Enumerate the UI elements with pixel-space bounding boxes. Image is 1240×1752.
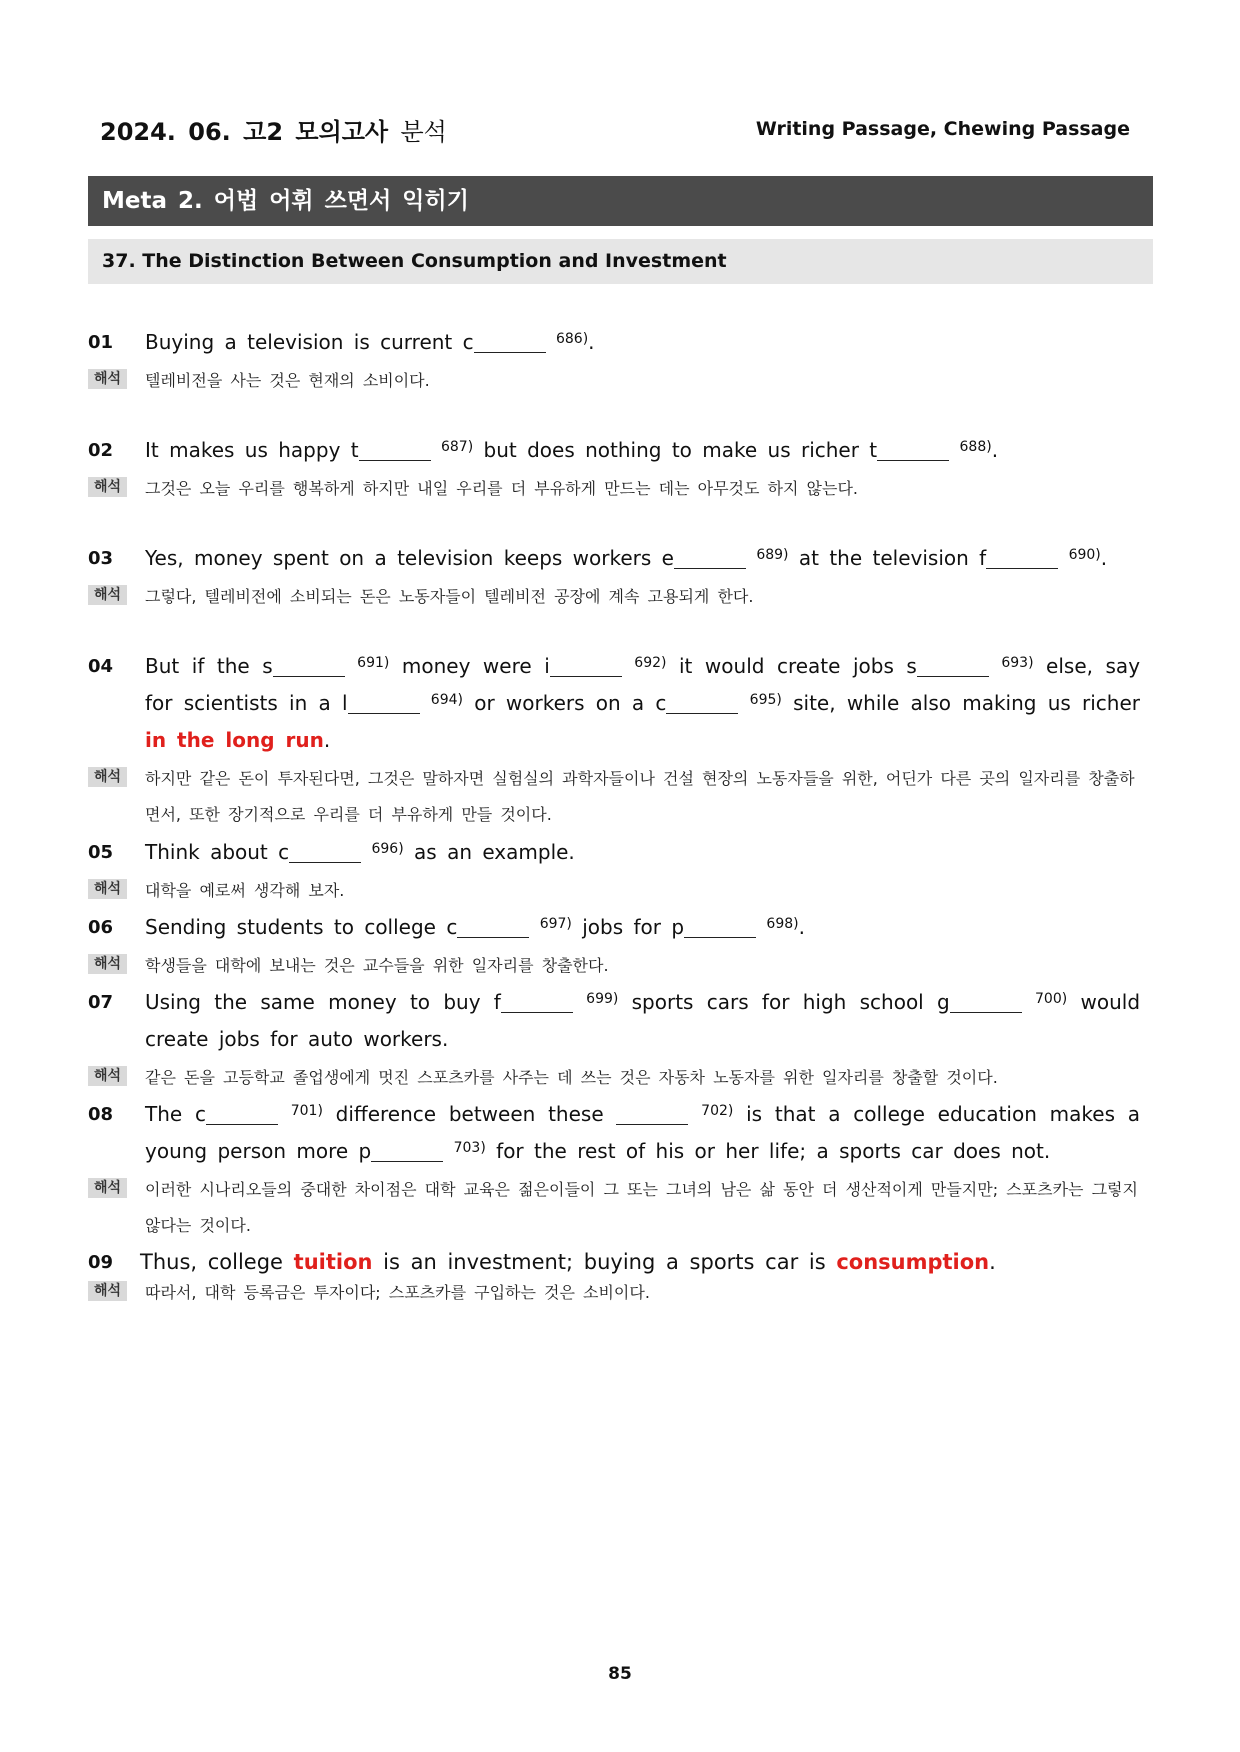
korean-translation: 대학을 예로써 생각해 보자. xyxy=(145,881,345,900)
highlighted-word: consumption xyxy=(836,1250,990,1274)
answer-blank[interactable] xyxy=(457,917,529,938)
item-number: 04 xyxy=(88,656,114,677)
translation-tag: 해석 xyxy=(88,1281,127,1301)
highlighted-phrase: in the long run xyxy=(145,728,324,752)
answer-blank[interactable] xyxy=(674,548,746,569)
english-sentence: Yes, money spent on a television keeps workers e $^{689)}$ at the television f $^{690)}$. xyxy=(145,546,1108,570)
english-sentence: Thus, college tuition is an investment; buying a sports car is consumption. xyxy=(140,1250,996,1274)
translation-tag: 해석 xyxy=(88,879,127,899)
answer-blank[interactable] xyxy=(550,656,622,677)
item-01 xyxy=(88,324,1140,399)
korean-translation: 그것은 오늘 우리를 행복하게 하지만 내일 우리를 더 부유하게 만드는 데는 아무것도 하지 않는다. xyxy=(145,479,858,498)
korean-translation: 텔레비전을 사는 것은 현재의 소비이다. xyxy=(145,371,430,390)
item-number: 06 xyxy=(88,917,114,938)
passage-title: 37. The Distinction Between Consumption and Investment xyxy=(88,239,1153,284)
answer-blank[interactable] xyxy=(206,1104,278,1125)
header-title-main: 2024. 06. 고2 모의고사 xyxy=(100,118,389,146)
answer-blank[interactable] xyxy=(273,656,345,677)
translation-tag: 해석 xyxy=(88,1178,127,1198)
item-02 xyxy=(88,432,1140,507)
translation-tag: 해석 xyxy=(88,954,127,974)
korean-translation: 같은 돈을 고등학교 졸업생에게 멋진 스포츠카를 사주는 데 쓰는 것은 자동차 노동자를 위한 일자리를 창출할 것이다. xyxy=(145,1068,998,1087)
item-09 xyxy=(88,1244,1140,1311)
english-sentence: Using the same money to buy f $^{699)}$ sports cars for high school g $^{700)}$ would create jobs for auto workers. xyxy=(145,990,1141,1051)
translation-tag: 해석 xyxy=(88,477,127,497)
header-title xyxy=(100,112,447,147)
answer-blank[interactable] xyxy=(359,440,431,461)
item-number: 08 xyxy=(88,1104,114,1125)
item-08 xyxy=(88,1096,1140,1244)
item-number: 03 xyxy=(88,548,114,569)
english-sentence: Think about c $^{696)}$ as an example. xyxy=(145,840,575,864)
english-sentence: The c $^{701)}$ difference between these $^{702)}$ is that a college education makes a young person more p $^{703)}$ for the rest of his or her life; a sports car does not. xyxy=(145,1102,1141,1163)
english-sentence: But if the s $^{691)}$ money were i $^{692)}$ it would create jobs s $^{693)}$ else, say for scientists in a l $^{694)}$ or workers on a c $^{695)}$ site, while also making us richer in the long run. xyxy=(145,654,1141,752)
item-number: 07 xyxy=(88,992,114,1013)
highlighted-word: tuition xyxy=(293,1250,373,1274)
answer-blank[interactable] xyxy=(501,992,573,1013)
translation-tag: 해석 xyxy=(88,585,127,605)
korean-translation: 학생들을 대학에 보내는 것은 교수들을 위한 일자리를 창출한다. xyxy=(145,956,609,975)
page-number: 85 xyxy=(608,1664,632,1684)
korean-translation: 그렇다, 텔레비전에 소비되는 돈은 노동자들이 텔레비전 공장에 계속 고용되게 한다. xyxy=(145,587,754,606)
answer-blank[interactable] xyxy=(986,548,1058,569)
english-sentence: Sending students to college c $^{697)}$ jobs for p $^{698)}$. xyxy=(145,915,805,939)
meta-section-bar: Meta 2. 어법 어휘 쓰면서 익히기 xyxy=(88,176,1153,226)
answer-blank[interactable] xyxy=(950,992,1022,1013)
translation-tag: 해석 xyxy=(88,767,127,787)
answer-blank[interactable] xyxy=(616,1104,688,1125)
page-header xyxy=(100,112,1130,152)
item-07 xyxy=(88,984,1140,1096)
item-number: 09 xyxy=(88,1252,114,1273)
translation-tag: 해석 xyxy=(88,1066,127,1086)
item-03 xyxy=(88,540,1140,615)
header-right-label: Writing Passage, Chewing Passage xyxy=(755,118,1130,140)
translation-tag: 해석 xyxy=(88,369,127,389)
korean-translation: 하지만 같은 돈이 투자된다면, 그것은 말하자면 실험실의 과학자들이나 건설 현장의 노동자들을 위한, 어딘가 다른 곳의 일자리를 창출하면서, 또한 장기적으로 우리를 더 부유하게 만들 것이다. xyxy=(145,769,1135,824)
korean-translation: 따라서, 대학 등록금은 투자이다; 스포츠카를 구입하는 것은 소비이다. xyxy=(145,1283,650,1302)
answer-blank[interactable] xyxy=(348,693,420,714)
answer-blank[interactable] xyxy=(666,693,738,714)
item-05 xyxy=(88,834,1140,909)
header-title-suffix: 분석 xyxy=(400,118,447,146)
answer-blank[interactable] xyxy=(371,1141,443,1162)
answer-blank[interactable] xyxy=(474,332,546,353)
korean-translation: 이러한 시나리오들의 중대한 차이점은 대학 교육은 젊은이들이 그 또는 그녀의 남은 삶 동안 더 생산적이게 만들지만; 스포츠카는 그렇지 않다는 것이다. xyxy=(145,1180,1138,1235)
answer-blank[interactable] xyxy=(684,917,756,938)
answer-blank[interactable] xyxy=(877,440,949,461)
english-sentence: Buying a television is current c $^{686)}$. xyxy=(145,330,595,354)
item-number: 02 xyxy=(88,440,114,461)
item-04 xyxy=(88,648,1140,833)
item-number: 05 xyxy=(88,842,114,863)
answer-blank[interactable] xyxy=(917,656,989,677)
answer-blank[interactable] xyxy=(289,842,361,863)
item-number: 01 xyxy=(88,332,114,353)
english-sentence: It makes us happy t $^{687)}$ but does nothing to make us richer t $^{688)}$. xyxy=(145,438,999,462)
item-06 xyxy=(88,909,1140,984)
